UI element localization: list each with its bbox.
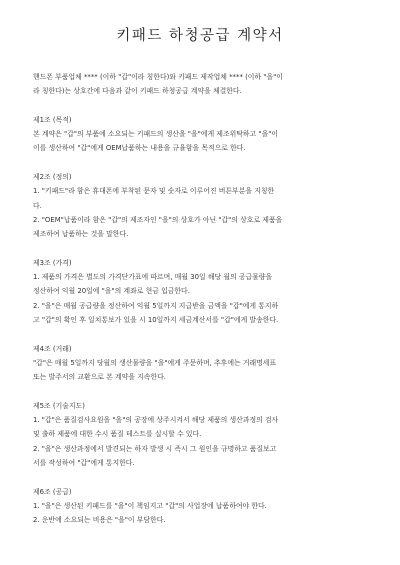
article-heading: 제5조 (기술지도) [33, 401, 85, 410]
article-5 [33, 399, 373, 470]
intro-line: 라 칭한다)는 상호간에 다음과 같이 키패드 하청공급 계약을 체결한다. [33, 87, 242, 96]
article-line: 이를 생산하여 "갑"에게 OEM납품하는 내용을 규율함을 목적으로 한다. [33, 144, 246, 153]
article-line: 정산하여 익월 20일에 "을"의 계좌로 현금 입금한다. [33, 287, 190, 296]
article-line: 서를 작성하여 "갑"에게 통지한다. [33, 459, 135, 468]
article-6 [33, 485, 373, 528]
article-line: 2. 운반에 소요되는 비용은 "을"이 부담한다. [33, 516, 166, 525]
article-3 [33, 256, 373, 327]
article-line: 1. "키패드"라 함은 휴대폰에 부착된 문자 및 숫자로 이루어진 버튼부분을 지칭한 [33, 187, 275, 196]
document-title: 키패드 하청공급 계약서 [116, 28, 284, 44]
article-line: 2. "을"은 매월 공급량을 정산하여 익월 5일까지 지급받을 금액을 "갑"에게 통지하 [33, 301, 279, 310]
article-4 [33, 342, 373, 385]
article-line: 제조하여 납품하는 것을 말한다. [33, 230, 129, 239]
intro-line: 핸드폰 부품업체 **** (이하 "갑"이라 칭한다)와 키패드 제작업체 **** (이하 "을"이 [33, 73, 283, 81]
article-line: 또는 발주서의 교환으로 본 계약을 지속한다. [33, 373, 166, 382]
intro-paragraph [33, 70, 373, 99]
document-body [33, 70, 373, 542]
article-heading: 제2조 (정의) [33, 173, 72, 182]
article-1 [33, 113, 373, 156]
article-2 [33, 170, 373, 241]
article-line: "갑"은 매월 5일까지 당월의 생산물량을 "을"에게 주문하며, 추후에는 거래명세표 [33, 358, 277, 367]
article-line: 및 출하 제품에 대한 수시 품질 테스트를 실시할 수 있다. [33, 430, 202, 439]
article-heading: 제3조 (가격) [33, 258, 72, 267]
article-line: 1. "을"은 생산된 키패드를 "을"이 책임지고 "갑"의 사업장에 납품하여야 한다. [33, 501, 267, 510]
article-line: 본 계약은 "갑"의 부품에 소요되는 키패드의 생산을 "을"에게 제조위탁하고 "을"이 [33, 130, 279, 139]
article-heading: 제6조 (공급) [33, 487, 72, 496]
article-line: 2. "OEM"납품이라 함은 "갑"의 제조자인 "을"의 상호가 아닌 "갑"의 상호로 제품을 [33, 215, 283, 224]
article-heading: 제1조 (목적) [33, 115, 72, 124]
article-line: 1. 제품의 가격은 별도의 가격단가표에 따르며, 매월 30일 해당 월의 공급물량을 [33, 273, 273, 282]
article-line: 다. [33, 201, 42, 210]
article-line: 2. "을"은 생산과정에서 발견되는 하자 발생 시 즉시 그 원인을 규명하고 품질보고 [33, 444, 277, 453]
article-heading: 제4조 (거래) [33, 344, 72, 353]
article-line: 고 "갑"의 확인 후 일치통보가 있을 시 10일까지 세금계산서를 "갑"에게 발송한다. [33, 316, 279, 325]
article-line: 1. "갑"은 품질검사요원을 "을"의 공장에 상주시켜서 해당 제품의 생산과정의 검사 [33, 416, 279, 425]
